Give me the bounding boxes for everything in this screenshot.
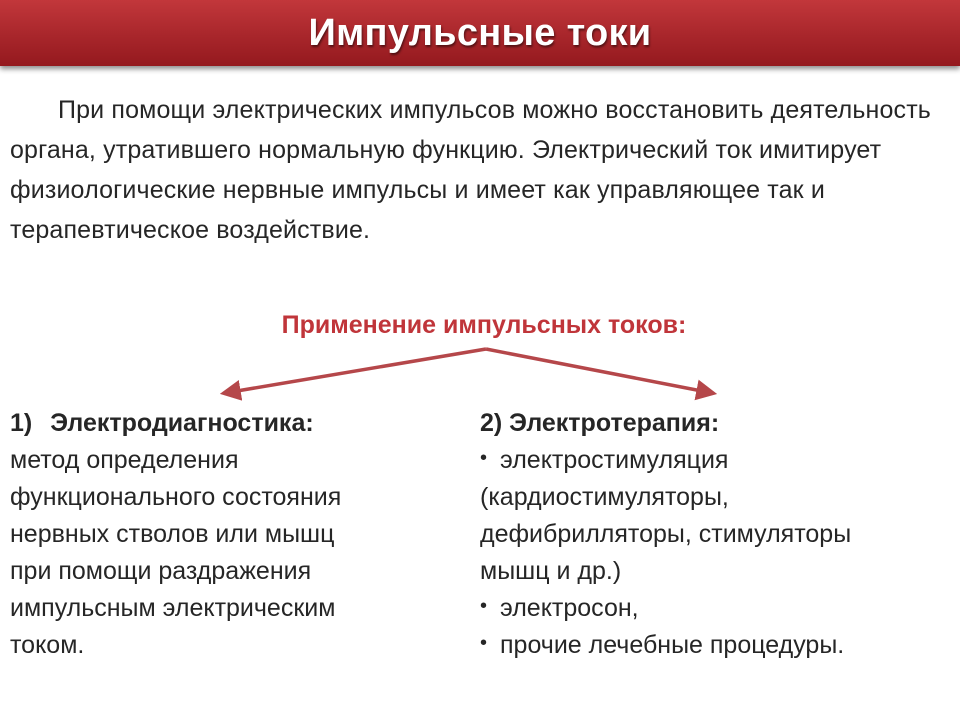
electrotherapy-column [480, 405, 950, 664]
bullet-line: дефибрилляторы, стимуляторы [480, 520, 852, 548]
bullet-icon: • [480, 595, 488, 617]
right-arrow [486, 349, 712, 393]
application-heading: Применение импульсных токов: [281, 311, 687, 339]
page-title: Импульсные токи [308, 11, 652, 54]
bullet-other-procedures [480, 627, 950, 664]
bullet-icon: • [480, 632, 488, 654]
electrodiagnostics-line: током. [10, 631, 85, 659]
electrodiagnostics-number: 1) [10, 409, 33, 437]
electrodiagnostics-line: импульсным электрическим [10, 594, 336, 622]
electrodiagnostics-line: метод определения [10, 446, 239, 474]
left-arrow [225, 349, 486, 393]
bullet-electrostimulation [480, 442, 950, 479]
electrodiagnostics-title: Электродиагностика: [50, 409, 314, 437]
electrotherapy-heading: 2) Электротерапия: [480, 409, 720, 437]
bullet-line: (кардиостимуляторы, [480, 483, 729, 511]
bullet-line: мышц и др.) [480, 557, 622, 585]
bullet-line: электросон, [500, 594, 639, 622]
intro-paragraph: При помощи электрических импульсов можно восстановить деятельность органа, утратившего нормальную функцию. Электрический ток имитирует физиологические нервные импульсы и имеет как управляющее так и терапевтическое воздействие. [10, 96, 931, 244]
electrodiagnostics-line: при помощи раздражения [10, 557, 312, 585]
bullet-icon: • [480, 447, 488, 469]
electrodiagnostics-heading [10, 405, 450, 442]
electrodiagnostics-line: нервных стволов или мышц [10, 520, 335, 548]
electrodiagnostics-line: функционального состояния [10, 483, 342, 511]
bullet-line: электростимуляция [500, 446, 729, 474]
electrodiagnostics-column [10, 405, 450, 664]
bullet-line: прочие лечебные процедуры. [500, 631, 845, 659]
bullet-electrosleep [480, 590, 950, 627]
